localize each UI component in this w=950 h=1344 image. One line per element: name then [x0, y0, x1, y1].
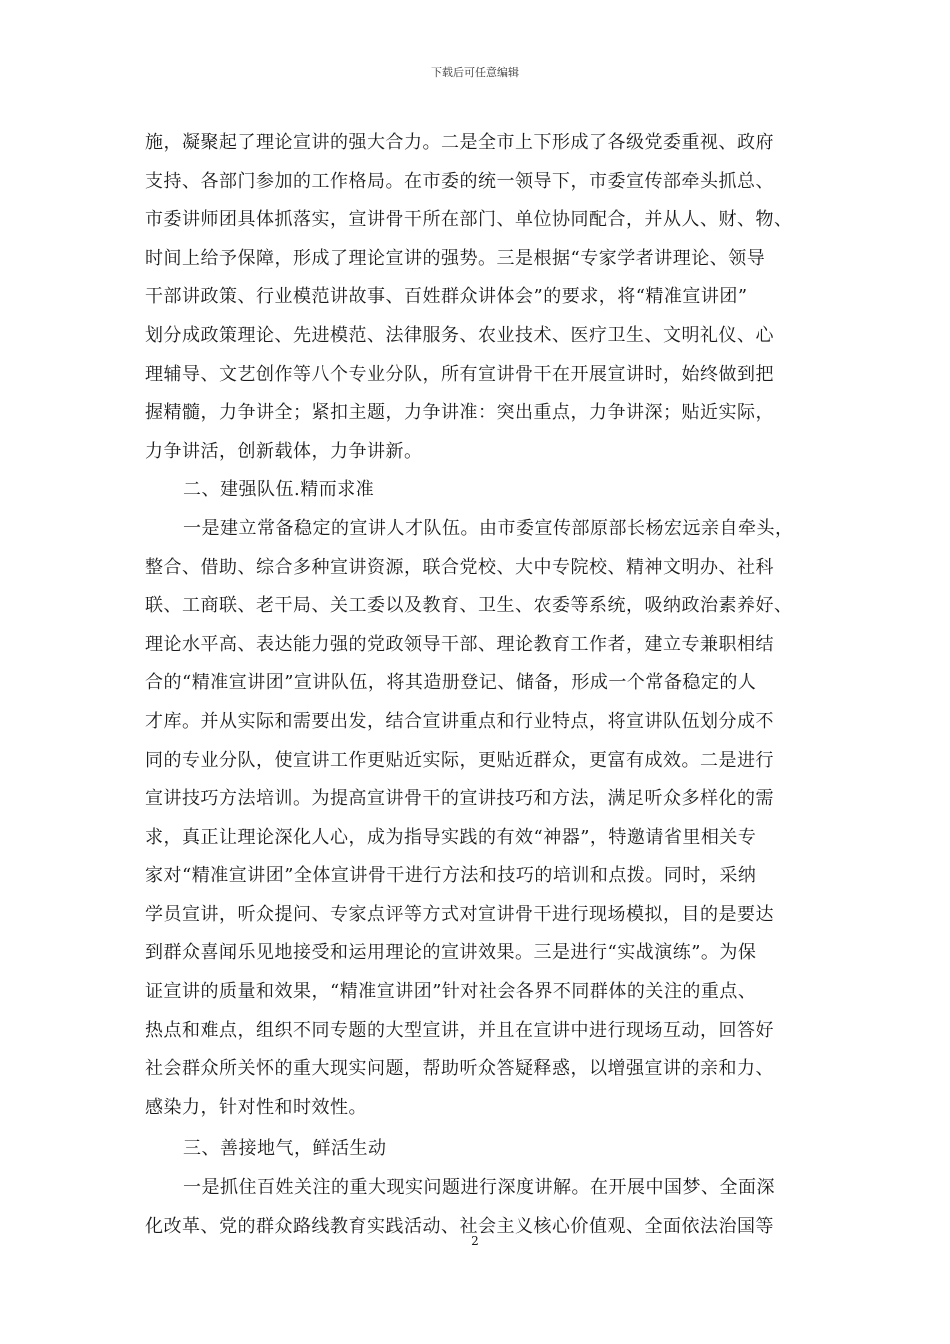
body-line: 划分成政策理论、先进模范、法律服务、农业技术、医疗卫生、文明礼仪、心 [145, 324, 774, 346]
section-heading: 二、建强队伍.精而求准 [183, 479, 375, 501]
section-heading: 三、善接地气，鲜活生动 [183, 1138, 387, 1160]
body-line: 一是建立常备稳定的宣讲人才队伍。由市委宣传部原部长杨宏远亲自牵头， [183, 517, 794, 539]
body-line: 感染力，针对性和时效性。 [145, 1096, 367, 1118]
body-line: 市委讲师团具体抓落实，宣讲骨干所在部门、单位协同配合，并从人、财、物、 [145, 209, 793, 231]
body-line: 社会群众所关怀的重大现实问题，帮助听众答疑释惑，以增强宣讲的亲和力、 [145, 1058, 774, 1080]
body-line: 整合、借助、综合多种宣讲资源，联合党校、大中专院校、精神文明办、社科 [145, 556, 774, 578]
body-line: 热点和难点，组织不同专题的大型宣讲，并且在宣讲中进行现场互动，回答好 [145, 1019, 774, 1041]
body-line: 化改革、党的群众路线教育实践活动、社会主义核心价值观、全面依法治国等 [145, 1215, 774, 1237]
body-line: 同的专业分队，使宣讲工作更贴近实际，更贴近群众，更富有成效。二是进行 [145, 749, 774, 771]
body-line: 理论水平高、表达能力强的党政领导干部、理论教育工作者，建立专兼职相结 [145, 633, 774, 655]
body-line: 力争讲活，创新载体，力争讲新。 [145, 440, 423, 462]
body-line: 施，凝聚起了理论宣讲的强大合力。二是全市上下形成了各级党委重视、政府 [145, 132, 774, 153]
page-header: 下载后可任意编辑 [431, 66, 519, 79]
body-line: 干部讲政策、行业模范讲故事、百姓群众讲体会”的要求，将“精准宣讲团” [145, 286, 748, 308]
body-line: 握精髓，力争讲全；紧扣主题，力争讲准：突出重点，力争讲深；贴近实际， [145, 402, 774, 424]
body-line: 时间上给予保障，形成了理论宣讲的强势。三是根据“专家学者讲理论、领导 [145, 247, 766, 269]
body-line: 联、工商联、老干局、关工委以及教育、卫生、农委等系统，吸纳政治素养好、 [145, 595, 793, 617]
body-line: 理辅导、文艺创作等八个专业分队，所有宣讲骨干在开展宣讲时，始终做到把 [145, 363, 774, 385]
body-line: 证宣讲的质量和效果，“精准宣讲团”针对社会各界不同群体的关注的重点、 [145, 981, 757, 1003]
body-line: 一是抓住百姓关注的重大现实问题进行深度讲解。在开展中国梦、全面深 [183, 1177, 775, 1199]
body-line: 合的“精准宣讲团”宣讲队伍，将其造册登记、储备，形成一个常备稳定的人 [145, 672, 757, 694]
body-line: 宣讲技巧方法培训。为提高宣讲骨干的宣讲技巧和方法，满足听众多样化的需 [145, 788, 774, 810]
body-line: 才库。并从实际和需要出发，结合宣讲重点和行业特点，将宣讲队伍划分成不 [145, 710, 774, 732]
body-line: 支持、各部门参加的工作格局。在市委的统一领导下，市委宣传部牵头抓总、 [145, 170, 774, 192]
page-number: 2 [471, 1234, 479, 1248]
body-line: 求，真正让理论深化人心，成为指导实践的有效“神器”，特邀请省里相关专 [145, 826, 757, 848]
body-line: 家对“精准宣讲团”全体宣讲骨干进行方法和技巧的培训和点拨。同时，采纳 [145, 865, 757, 887]
body-line: 学员宣讲，听众提问、专家点评等方式对宣讲骨干进行现场模拟，目的是要达 [145, 903, 774, 925]
body-line: 到群众喜闻乐见地接受和运用理论的宣讲效果。三是进行“实战演练”。为保 [145, 942, 757, 964]
document-body [145, 124, 809, 1246]
